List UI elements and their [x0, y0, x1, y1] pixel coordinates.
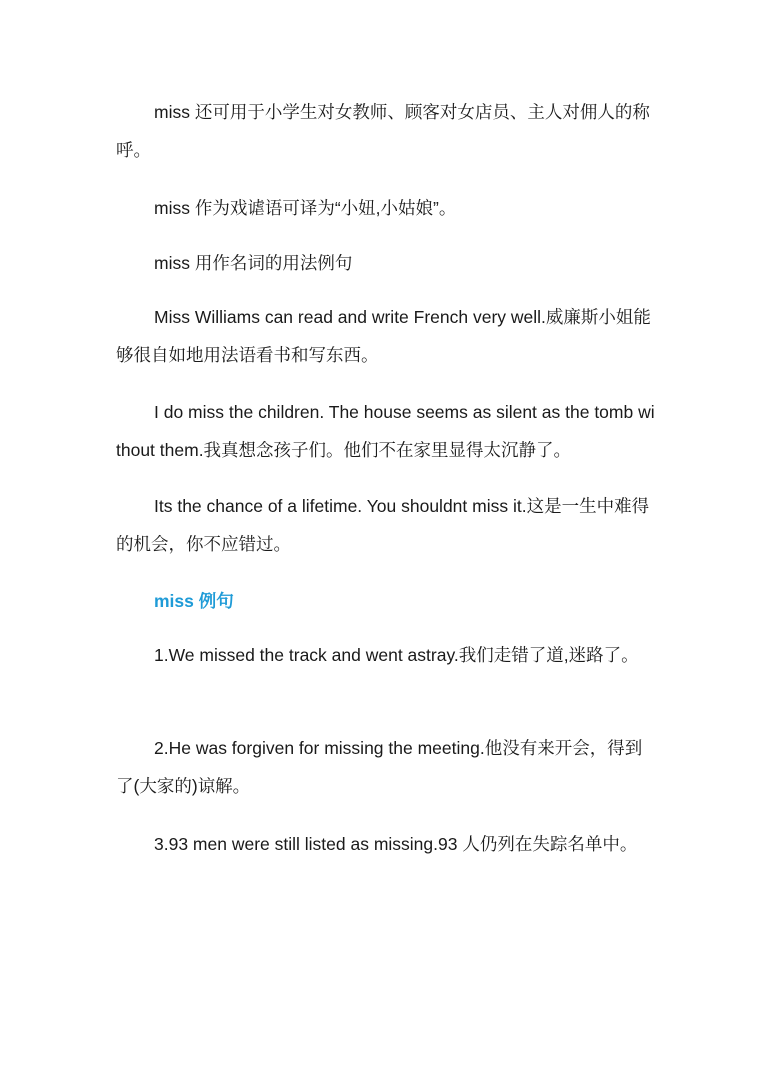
example-item-2: 2.He was forgiven for missing the meeting.他没有来开会，得到了(大家的)谅解。 [116, 738, 643, 796]
section-heading-examples: miss 例句 [154, 591, 234, 611]
paragraph-noun-usage-title: miss 用作名词的用法例句 [154, 253, 353, 273]
paragraph-example-williams: Miss Williams can read and write French very well.威廉斯小姐能够很自如地用法语看书和写东西。 [116, 307, 651, 365]
paragraph-example-lifetime: Its the chance of a lifetime. You shouldnt miss it.这是一生中难得的机会，你不应错过。 [116, 496, 650, 554]
paragraph-miss-playful: miss 作为戏谑语可译为“小妞,小姑娘”。 [154, 198, 457, 218]
paragraph-miss-usage: miss 还可用于小学生对女教师、顾客对女店员、主人对佣人的称呼。 [116, 102, 650, 160]
paragraph-example-children: I do miss the children. The house seems as silent as the tomb without them.我真想念孩子们。他们不在家里显得太沉静了。 [116, 402, 655, 460]
example-item-3: 3.93 men were still listed as missing.93 人仍列在失踪名单中。 [154, 834, 638, 854]
example-item-1: 1.We missed the track and went astray.我们走错了道,迷路了。 [154, 645, 639, 665]
